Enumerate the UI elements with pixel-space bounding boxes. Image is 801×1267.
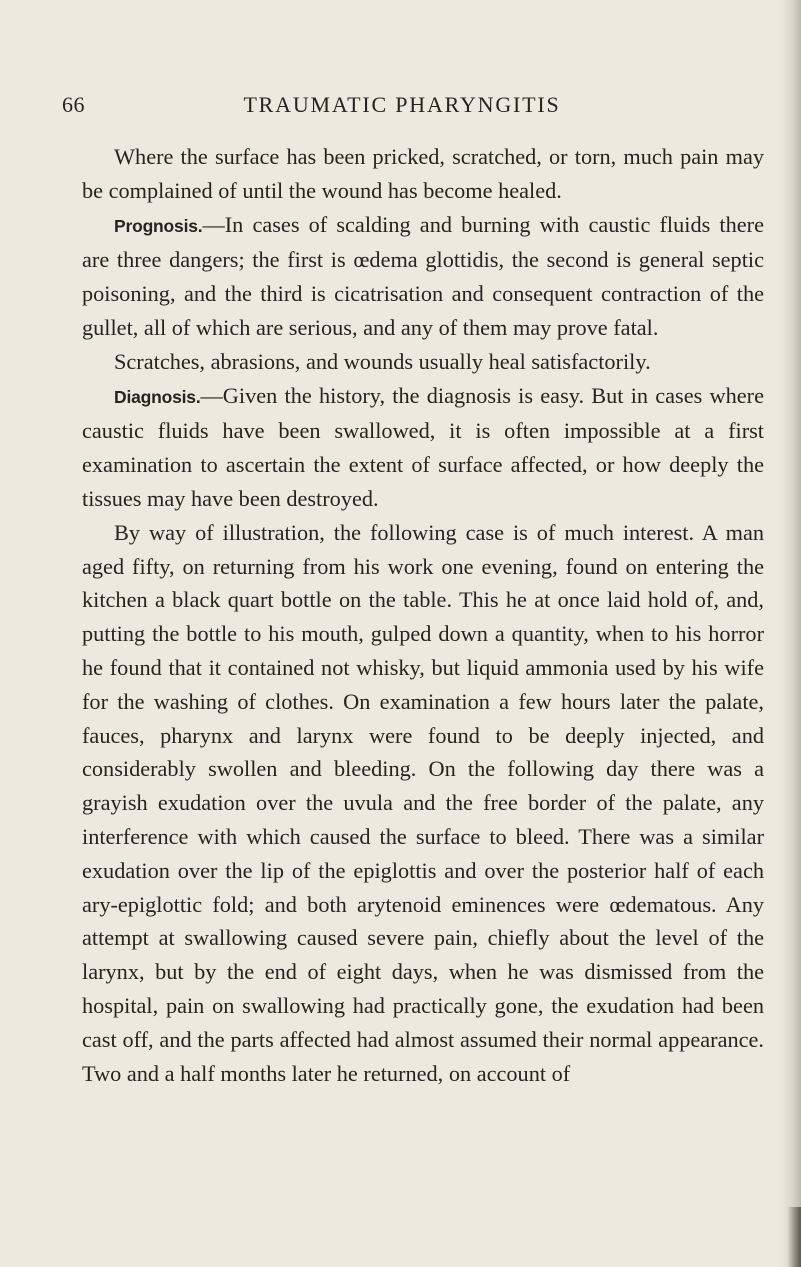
section-heading-diagnosis: Diagnosis.	[114, 386, 201, 407]
paragraph	[82, 140, 764, 208]
page-number: 66	[62, 92, 85, 117]
paragraph-text: Scratches, abrasions, and wounds usually heal satisfactorily.	[114, 348, 651, 374]
paragraph-text: Where the surface has been pricked, scratched, or torn, much pain may be complained of until the wound has become healed.	[82, 144, 764, 203]
page-header	[62, 92, 722, 122]
page-edge-shadow	[779, 0, 801, 1267]
paragraph-text: —Given the history, the diagnosis is easy. But in cases where caustic fluids have been swallowed, it is often impossible at a first examination to ascertain the extent of surface affected, or how deeply the tissues may have been destroyed.	[82, 382, 764, 511]
running-title: TRAUMATIC PHARYNGITIS	[243, 92, 561, 117]
body-text	[82, 140, 764, 1090]
paragraph-text: By way of illustration, the following case is of much interest. A man aged fifty, on returning from his work one evening, found on entering the kitchen a black quart bottle on the table. This he at once laid hold of, and, putting the bottle to his mouth, gulped down a quantity, when to his horror he found that it contained not whisky, but liquid ammonia used by his wife for the washing of clothes. On examination a few hours later the palate, fauces, pharynx and larynx were found to be deeply injected, and considerably swollen and bleeding. On the following day there was a grayish exudation over the uvula and the free border of the palate, any interference with which caused the surface to bleed. There was a similar exudation over the lip of the epiglottis and over the posterior half of each ary-epiglottic fold; and both arytenoid eminences were œdematous. Any attempt at swallowing caused severe pain, chiefly about the level of the larynx, but by the end of eight days, when he was dismissed from the hospital, pain on swallowing had practically gone, the exudation had been cast off, and the parts affected had almost assumed their normal appearance. Two and a half months later he returned, on account of	[82, 519, 764, 1086]
paragraph-text: —In cases of scalding and burning with caustic fluids there are three dangers; the first is œdema glottidis, the second is general septic poisoning, and the third is cicatrisation and consequent contraction of the gullet, all of which are serious, and any of them may prove fatal.	[82, 211, 764, 340]
paragraph	[82, 345, 764, 379]
paragraph-prognosis	[82, 208, 764, 345]
paragraph-diagnosis	[82, 379, 764, 516]
page-corner-shadow	[787, 1207, 801, 1267]
paragraph	[82, 516, 764, 1091]
section-heading-prognosis: Prognosis.	[114, 215, 203, 236]
